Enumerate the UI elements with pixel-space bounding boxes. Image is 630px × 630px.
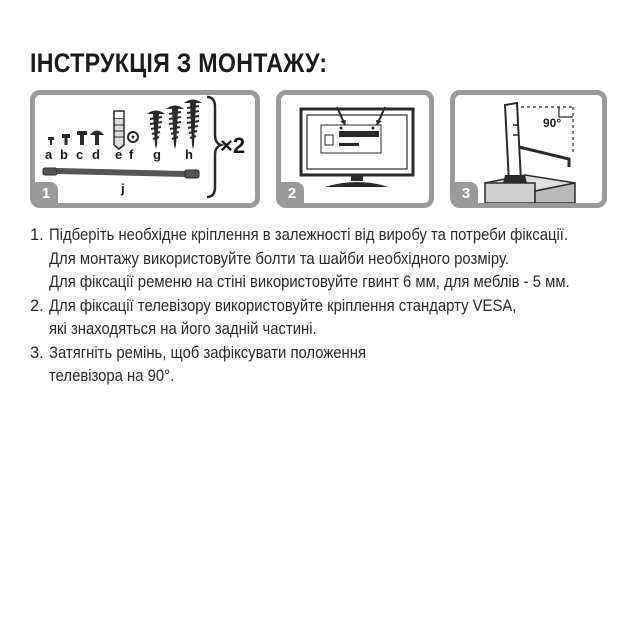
strap-j-icon bbox=[43, 168, 199, 178]
part-h-screw-large-icon bbox=[184, 100, 202, 150]
angle-label: 90° bbox=[543, 116, 562, 130]
part-c-bolt-icon bbox=[77, 131, 87, 145]
step-text-line: Підберіть необхідне кріплення в залежності від виробу та потреби фіксації. bbox=[49, 226, 569, 244]
step-number: 2. bbox=[30, 296, 44, 315]
part-label-c: c bbox=[76, 147, 84, 162]
part-label-f: f bbox=[129, 147, 134, 162]
part-d-bolt-icon bbox=[90, 131, 104, 146]
panel-tv-side-strap bbox=[450, 90, 607, 208]
part-label-h: h bbox=[185, 147, 193, 162]
part-label-a: a bbox=[45, 147, 53, 162]
step-text-line: Для монтажу використовуйте болти та шайби необхідного розміру. bbox=[49, 249, 510, 268]
step-text-line: які знаходяться на його задній частині. bbox=[49, 320, 317, 338]
part-h-screw-icon bbox=[166, 106, 184, 150]
step-badge-1: 1 bbox=[34, 182, 58, 204]
step-number: 1. bbox=[30, 226, 44, 244]
brace-icon bbox=[207, 97, 221, 197]
part-label-d: d bbox=[92, 147, 100, 162]
instruction-step-3 bbox=[30, 342, 620, 389]
instruction-step-2 bbox=[30, 295, 620, 342]
panel-tv-vesa bbox=[276, 90, 434, 208]
part-label-b: b bbox=[60, 147, 68, 162]
instruction-step-1 bbox=[30, 224, 620, 295]
part-g-screw-icon bbox=[147, 111, 165, 150]
instructions-list bbox=[30, 224, 620, 389]
step-text-line: телевізора на 90°. bbox=[49, 367, 175, 385]
part-label-e: e bbox=[115, 147, 123, 162]
part-a-bolt-icon bbox=[48, 137, 54, 145]
part-b-bolt-icon bbox=[62, 134, 70, 145]
step-text-line: Для фіксації ременю на стіні використовуйте гвинт 6 мм, для меблів - 5 мм. bbox=[49, 273, 570, 291]
part-f-washer-icon bbox=[128, 132, 138, 142]
step-badge-3: 3 bbox=[454, 182, 478, 204]
tv-icon bbox=[301, 107, 413, 187]
part-label-g: g bbox=[153, 147, 161, 162]
step-text-line: Для фіксації телевізору використовуйте кріплення стандарту VESA, bbox=[49, 296, 517, 315]
step-number: 3. bbox=[30, 343, 44, 362]
step-text-line: Затягніть ремінь, щоб зафіксувати положення bbox=[49, 343, 366, 362]
strap-label-j: j bbox=[121, 181, 125, 196]
step-badge-2: 2 bbox=[280, 182, 304, 204]
part-e-wall-plug-icon bbox=[114, 111, 124, 149]
quantity-multiplier: ×2 bbox=[220, 133, 246, 158]
tv-side-icon bbox=[485, 103, 575, 203]
page-title: ІНСТРУКЦІЯ З МОНТАЖУ: bbox=[30, 48, 328, 78]
